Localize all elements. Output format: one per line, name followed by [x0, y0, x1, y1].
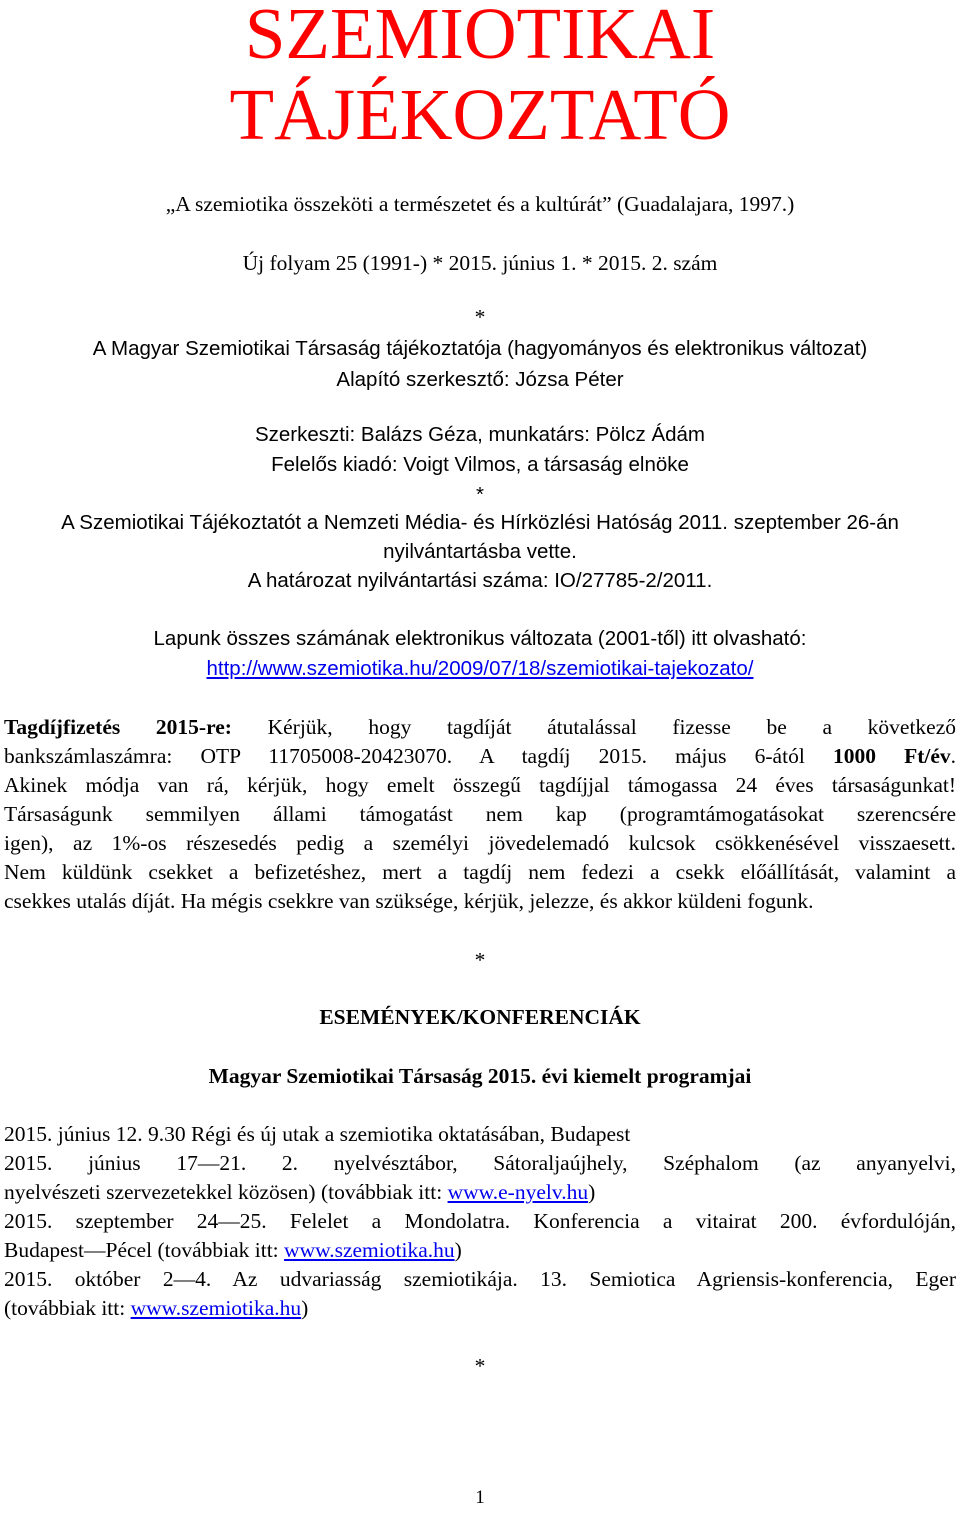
szemiotika-link[interactable]: www.szemiotika.hu — [284, 1238, 455, 1262]
fee-text-1: Kérjük, hogy tagdíját átutalással fizesse be a következő — [267, 715, 956, 739]
fee-label: Tagdíjfizetés 2015-re: — [4, 715, 232, 739]
event-2-line-2: nyelvészeti szervezetekkel közösen) (továbbiak itt: www.e-nyelv.hu) — [4, 1180, 596, 1204]
founding-editor: Alapító szerkesztő: Józsa Péter — [336, 368, 624, 391]
event-4-line-1: 2015. október 2—4. Az udvariasság szemiotikája. 13. Semiotica Agriensis-konferencia, Eger — [4, 1267, 956, 1291]
fee-line-1 — [4, 713, 956, 741]
issue-line: Új folyam 25 (1991-) * 2015. június 1. * 2015. 2. szám — [242, 251, 718, 275]
separator-asterisk: * — [476, 483, 484, 506]
publisher: Felelős kiadó: Voigt Vilmos, a társaság elnöke — [271, 453, 689, 476]
fee-line-3: Akinek módja van rá, kérjük, hogy emelt összegű tagdíjjal támogassa 24 éves társaságunkat! — [4, 773, 956, 797]
editors: Szerkeszti: Balázs Géza, munkatárs: Pölcz Ádám — [254, 423, 706, 446]
motto: „A szemiotika összeköti a természetet és a kultúrát” (Guadalajara, 1997.) — [165, 192, 795, 216]
registration-line-1: A Szemiotikai Tájékoztatót a Nemzeti Média- és Hírközlési Hatóság 2011. szeptember 26-án — [61, 511, 899, 534]
events-subheading: Magyar Szemiotikai Társaság 2015. évi kiemelt programjai — [208, 1064, 752, 1088]
fee-line-2: bankszámlaszámra: OTP 11705008-20423070. A tagdíj 2015. május 6-ától 1000 Ft/év. — [4, 744, 957, 768]
masthead-description: A Magyar Szemiotikai Társaság tájékoztatója (hagyományos és elektronikus változat) — [92, 337, 868, 360]
registration-line-2: nyilvántartásba vette. — [383, 540, 577, 563]
fee-text-2: bankszámlaszámra: OTP 11705008-20423070. A tagdíj 2015. május 6-ától — [4, 744, 805, 768]
registration-number: A határozat nyilvántartási száma: IO/27785-2/2011. — [247, 569, 713, 592]
page-number: 1 — [475, 1487, 485, 1508]
fee-amount: 1000 Ft/év — [832, 744, 951, 768]
title-line-2: TÁJÉKOZTATÓ — [229, 74, 731, 155]
e-nyelv-link[interactable]: www.e-nyelv.hu — [447, 1180, 589, 1204]
event-2-line-1: 2015. június 17—21. 2. nyelvésztábor, Sátoraljaújhely, Széphalom (az anyanyelvi, — [4, 1151, 956, 1175]
archive-text: Lapunk összes számának elektronikus változata (2001-től) itt olvasható: — [153, 627, 807, 650]
separator-asterisk: * — [474, 305, 486, 329]
fee-line-4: Társaságunk semmilyen állami támogatást nem kap (programtámogatásokat szerencsére — [4, 802, 956, 826]
separator-asterisk: * — [474, 948, 486, 972]
event-4-line-2: (továbbiak itt: www.szemiotika.hu) — [4, 1296, 309, 1320]
fee-line-6: Nem küldünk csekket a befizetéshez, mert a tagdíj nem fedezi a csekk előállítását, valamint a — [4, 860, 956, 884]
event-3-line-1: 2015. szeptember 24—25. Felelet a Mondolatra. Konferencia a vitairat 200. évfordulóján, — [4, 1209, 956, 1233]
szemiotika-link[interactable]: www.szemiotika.hu — [130, 1296, 302, 1320]
events-heading: ESEMÉNYEK/KONFERENCIÁK — [319, 1005, 641, 1029]
fee-line-7: csekkes utalás díját. Ha mégis csekkre van szüksége, kérjük, jelezze, és akkor küldeni fogunk. — [4, 889, 814, 913]
title-line-1: SZEMIOTIKAI — [244, 0, 716, 74]
event-1: 2015. június 12. 9.30 Régi és új utak a szemiotika oktatásában, Budapest — [4, 1122, 631, 1146]
event-3-line-2: Budapest—Pécel (továbbiak itt: www.szemiotika.hu) — [4, 1238, 462, 1262]
separator-asterisk: * — [474, 1354, 486, 1378]
archive-link[interactable]: http://www.szemiotika.hu/2009/07/18/szemiotikai-tajekozato/ — [206, 657, 754, 680]
archive-line — [0, 655, 960, 683]
fee-line-5: igen), az 1%-os részesedés pedig a személyi jövedelemadó kulcsok csökkenésével visszaesett. — [4, 831, 956, 855]
